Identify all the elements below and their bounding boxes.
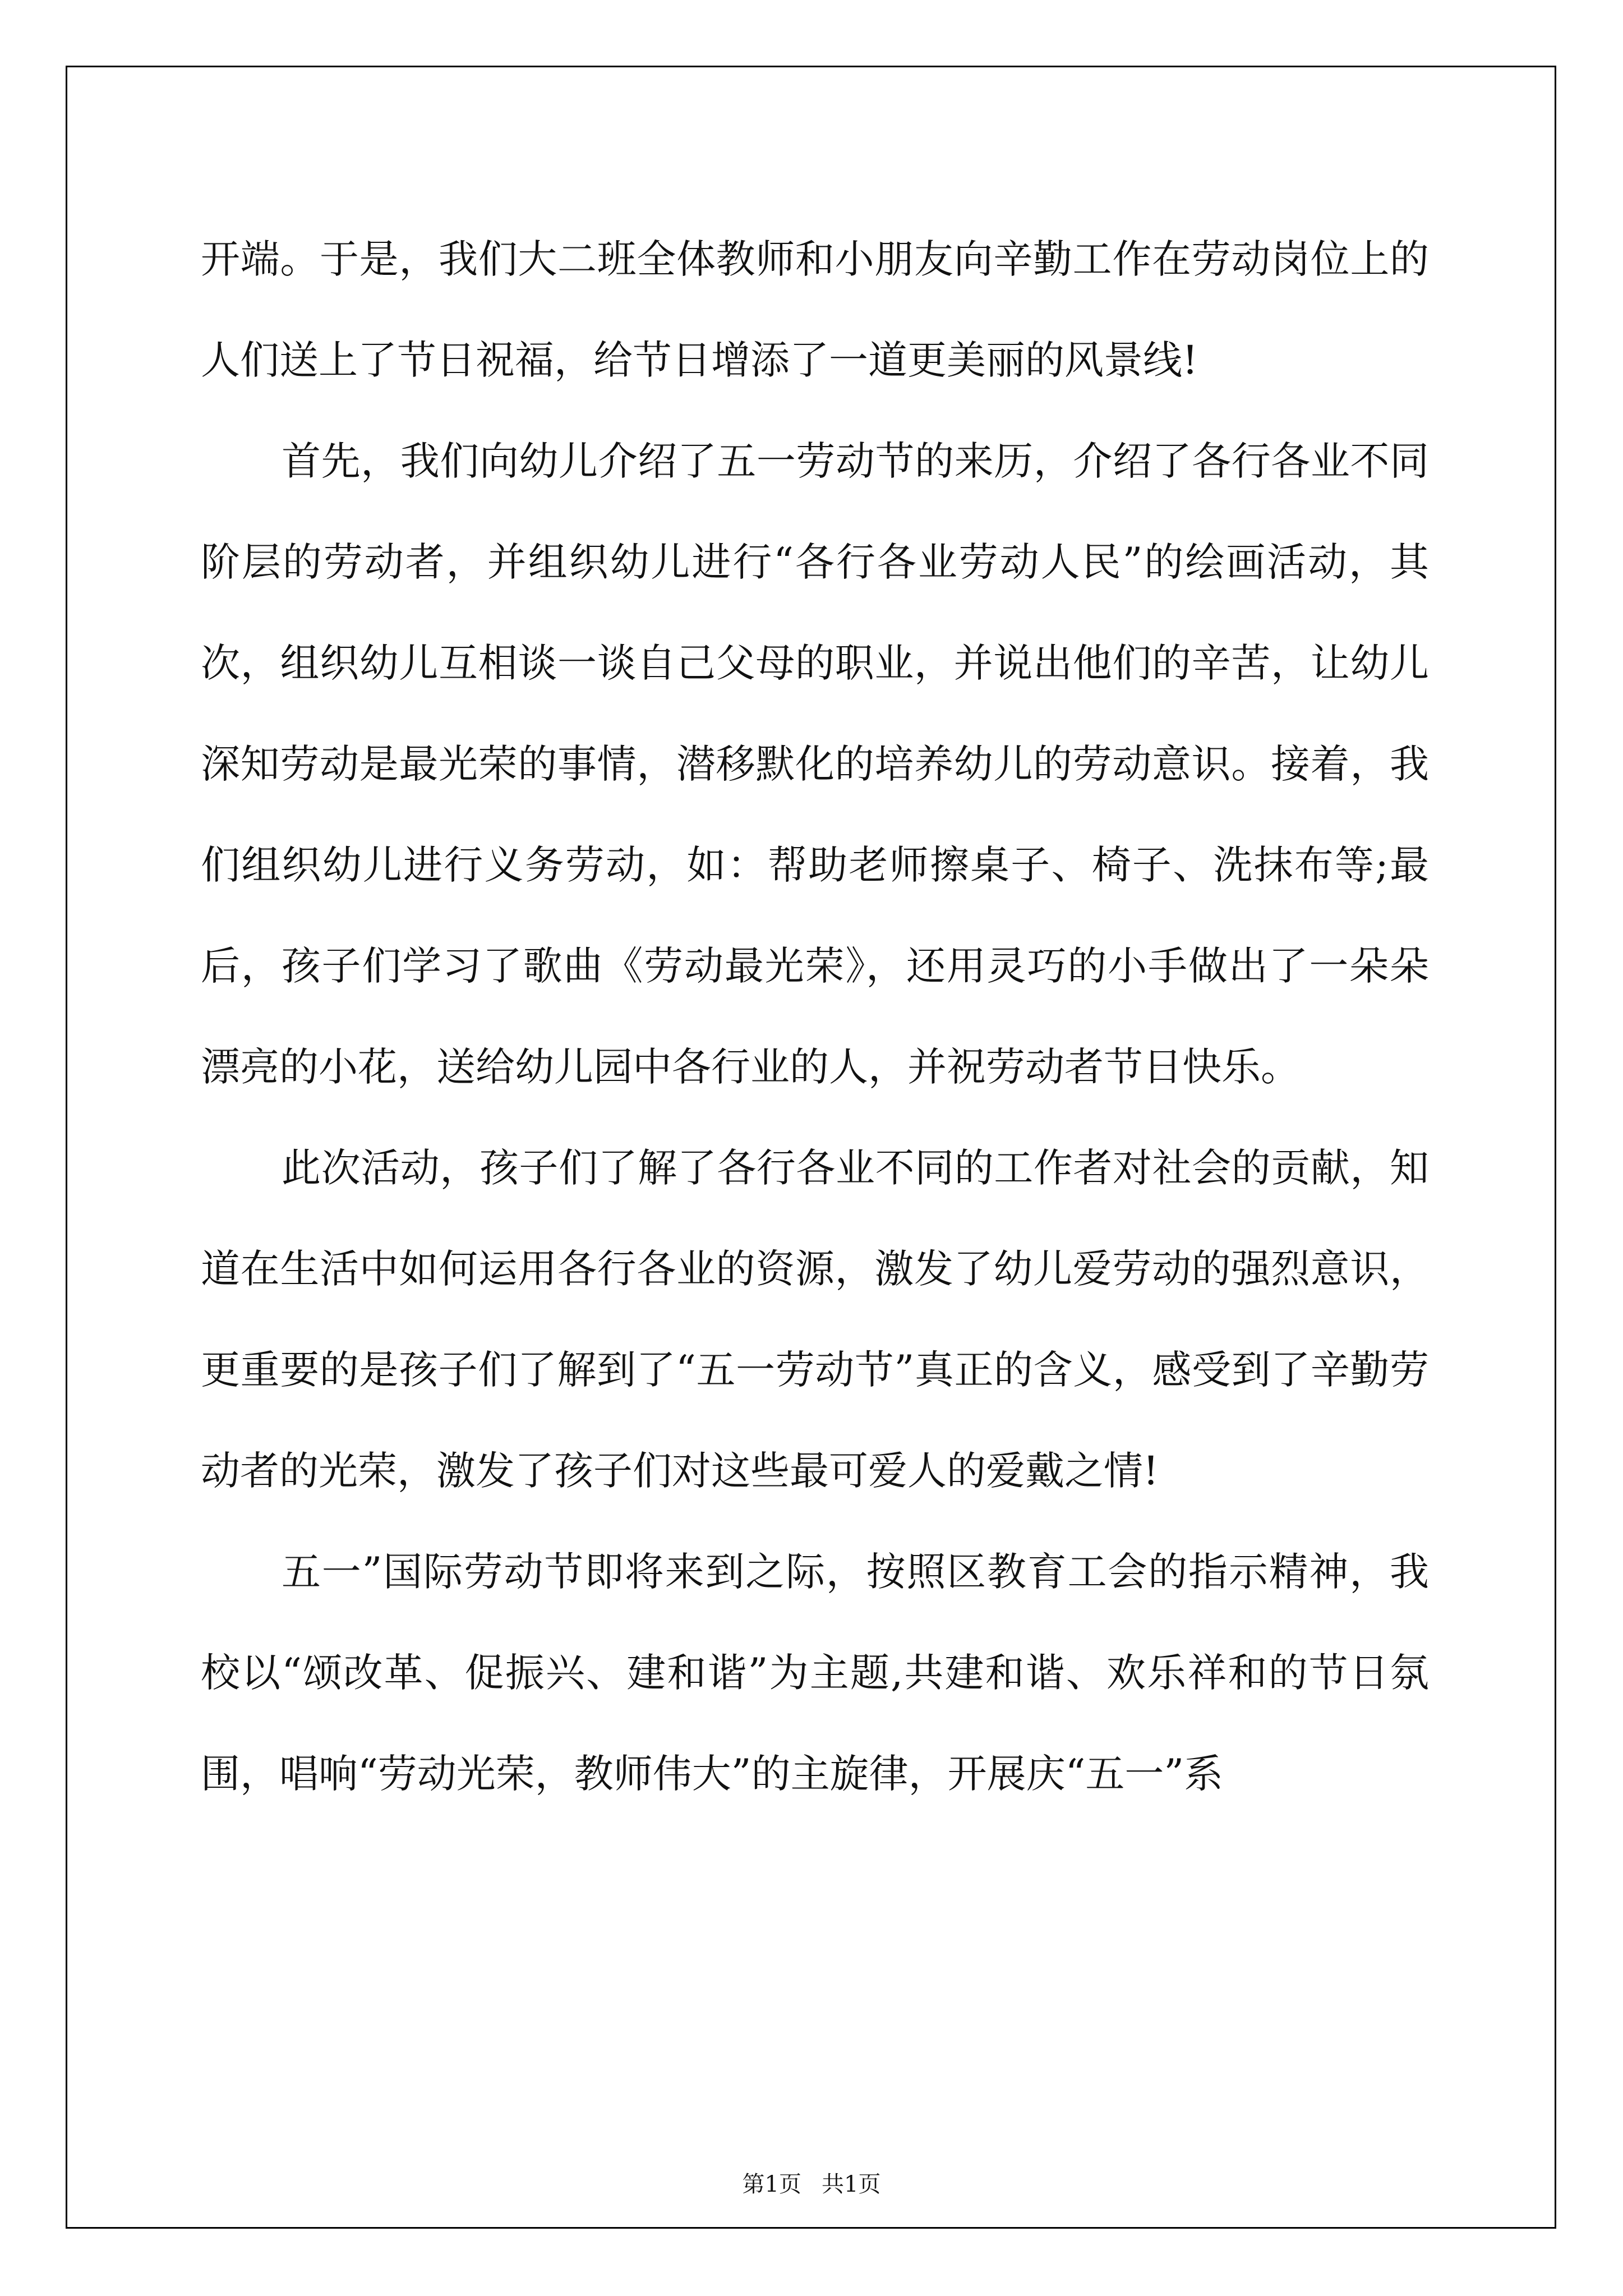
paragraph-3: 此次活动，孩子们了解了各行各业不同的工作者对社会的贡献，知道在生活中如何运用各行各业的资源，激发了幼儿爱劳动的强烈意识，更重要的是孩子们了解到了“五一劳动节”真正的含义，感受到了辛勤劳动者的光荣，激发了孩子们对这些最可爱人的爱戴之情! xyxy=(201,1145,1429,1494)
page-footer xyxy=(0,2166,1623,2198)
page-total: 共1页 xyxy=(822,2171,881,2197)
paragraph-2: 首先，我们向幼儿介绍了五一劳动节的来历，介绍了各行各业不同阶层的劳动者，并组织幼儿进行“各行各业劳动人民”的绘画活动，其次，组织幼儿互相谈一谈自己父母的职业，并说出他们的辛苦，让幼儿深知劳动是最光荣的事情，潜移默化的培养幼儿的劳动意识。接着，我们组织幼儿进行义务劳动，如：帮助老师擦桌子、椅子、洗抹布等;最后，孩子们学习了歌曲《劳动最光荣》，还用灵巧的小手做出了一朵朵漂亮的小花，送给幼儿园中各行业的人，并祝劳动者节日快乐。 xyxy=(201,438,1429,1090)
paragraph-1: 开端。于是，我们大二班全体教师和小朋友向辛勤工作在劳动岗位上的人们送上了节日祝福，给节日增添了一道更美丽的风景线! xyxy=(201,236,1429,383)
page-number: 第1页 xyxy=(742,2171,801,2197)
paragraph-4: 五一”国际劳动节即将来到之际，按照区教育工会的指示精神，我校以“颂改革、促振兴、建和谐”为主题,共建和谐、欢乐祥和的节日氛围，唱响“劳动光荣，教师伟大”的主旋律，开展庆“五一”系 xyxy=(201,1549,1429,1797)
document-body xyxy=(201,209,1429,1824)
